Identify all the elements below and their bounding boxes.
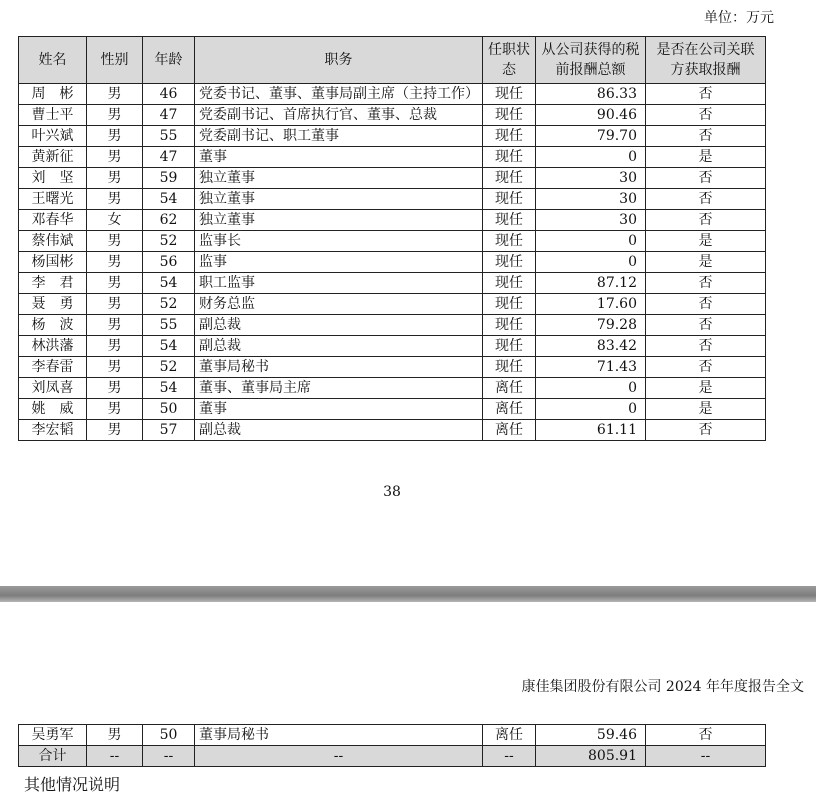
cell-status: 现任 bbox=[483, 147, 536, 168]
unit-label: 单位：万元 bbox=[704, 10, 774, 26]
cell-age: 54 bbox=[143, 336, 195, 357]
cell-position: 党委副书记、首席执行官、董事、总裁 bbox=[195, 105, 483, 126]
cell-status: 现任 bbox=[483, 84, 536, 105]
cell-name: 李春雷 bbox=[19, 357, 87, 378]
cell-position: 副总裁 bbox=[195, 336, 483, 357]
cell-pay: 0 bbox=[536, 399, 646, 420]
cell-status: 现任 bbox=[483, 336, 536, 357]
cell-related: 是 bbox=[646, 399, 766, 420]
cell-pay: 79.28 bbox=[536, 315, 646, 336]
col-header-pay: 从公司获得的税前报酬总额 bbox=[536, 37, 646, 84]
cell-gender: 男 bbox=[87, 105, 143, 126]
cell-status: 现任 bbox=[483, 273, 536, 294]
cell-position: -- bbox=[195, 746, 483, 767]
cell-position: 独立董事 bbox=[195, 168, 483, 189]
table-row bbox=[19, 84, 766, 105]
cell-status: -- bbox=[483, 746, 536, 767]
cell-related: 否 bbox=[646, 126, 766, 147]
cell-status: 现任 bbox=[483, 294, 536, 315]
cell-gender: 男 bbox=[87, 84, 143, 105]
cell-age: 52 bbox=[143, 357, 195, 378]
table-row bbox=[19, 273, 766, 294]
cell-name: 杨国彬 bbox=[19, 252, 87, 273]
cell-name: 聂 勇 bbox=[19, 294, 87, 315]
cell-related: 否 bbox=[646, 357, 766, 378]
col-header-gender: 性别 bbox=[87, 37, 143, 84]
report-header: 康佳集团股份有限公司 2024 年年度报告全文 bbox=[521, 679, 804, 695]
cell-gender: 男 bbox=[87, 147, 143, 168]
table-row bbox=[19, 147, 766, 168]
col-header-related: 是否在公司关联方获取报酬 bbox=[646, 37, 766, 84]
cell-related: 否 bbox=[646, 315, 766, 336]
cell-age: 57 bbox=[143, 420, 195, 441]
cell-name: 周 彬 bbox=[19, 84, 87, 105]
cell-position: 职工监事 bbox=[195, 273, 483, 294]
cell-age: 56 bbox=[143, 252, 195, 273]
cell-gender: -- bbox=[87, 746, 143, 767]
cell-name: 刘凤喜 bbox=[19, 378, 87, 399]
cell-related: 否 bbox=[646, 336, 766, 357]
cell-status: 离任 bbox=[483, 399, 536, 420]
cell-gender: 男 bbox=[87, 252, 143, 273]
cell-name: 曹士平 bbox=[19, 105, 87, 126]
cell-age: 59 bbox=[143, 168, 195, 189]
cell-position: 独立董事 bbox=[195, 189, 483, 210]
cell-name: 林洪藩 bbox=[19, 336, 87, 357]
cell-age: 52 bbox=[143, 231, 195, 252]
cell-name: 杨 波 bbox=[19, 315, 87, 336]
cell-age: 52 bbox=[143, 294, 195, 315]
table-row bbox=[19, 336, 766, 357]
cell-age: 54 bbox=[143, 273, 195, 294]
cell-position: 副总裁 bbox=[195, 315, 483, 336]
table-body-continued bbox=[19, 725, 766, 767]
cell-status: 现任 bbox=[483, 252, 536, 273]
cell-gender: 男 bbox=[87, 273, 143, 294]
table-row bbox=[19, 252, 766, 273]
cell-gender: 男 bbox=[87, 725, 143, 746]
table-row bbox=[19, 189, 766, 210]
page-break-divider bbox=[0, 586, 816, 602]
cell-related: 否 bbox=[646, 725, 766, 746]
cell-related: 否 bbox=[646, 273, 766, 294]
cell-pay: 59.46 bbox=[536, 725, 646, 746]
cell-related: 否 bbox=[646, 168, 766, 189]
cell-age: 62 bbox=[143, 210, 195, 231]
cell-name: 李 君 bbox=[19, 273, 87, 294]
cell-gender: 男 bbox=[87, 168, 143, 189]
col-header-name: 姓名 bbox=[19, 37, 87, 84]
cell-related: 是 bbox=[646, 231, 766, 252]
cell-position: 财务总监 bbox=[195, 294, 483, 315]
cell-pay: 0 bbox=[536, 147, 646, 168]
cell-position: 董事局秘书 bbox=[195, 725, 483, 746]
table-row bbox=[19, 294, 766, 315]
cell-position: 党委书记、董事、董事局副主席（主持工作） bbox=[195, 84, 483, 105]
cell-related: -- bbox=[646, 746, 766, 767]
cell-status: 现任 bbox=[483, 231, 536, 252]
cell-name: 邓春华 bbox=[19, 210, 87, 231]
cell-pay: 30 bbox=[536, 168, 646, 189]
cell-related: 否 bbox=[646, 189, 766, 210]
table-row bbox=[19, 168, 766, 189]
cell-pay: 805.91 bbox=[536, 746, 646, 767]
cell-gender: 女 bbox=[87, 210, 143, 231]
cell-name: 合计 bbox=[19, 746, 87, 767]
cell-position: 独立董事 bbox=[195, 210, 483, 231]
cell-pay: 79.70 bbox=[536, 126, 646, 147]
cell-gender: 男 bbox=[87, 420, 143, 441]
table-row bbox=[19, 420, 766, 441]
compensation-table-continued bbox=[18, 724, 766, 767]
cell-gender: 男 bbox=[87, 315, 143, 336]
cell-name: 黄新征 bbox=[19, 147, 87, 168]
cell-pay: 86.33 bbox=[536, 84, 646, 105]
table-row bbox=[19, 378, 766, 399]
cell-status: 现任 bbox=[483, 126, 536, 147]
cell-related: 否 bbox=[646, 84, 766, 105]
cell-related: 否 bbox=[646, 420, 766, 441]
table-header-row bbox=[19, 37, 766, 84]
cell-position: 董事 bbox=[195, 147, 483, 168]
cell-status: 离任 bbox=[483, 378, 536, 399]
cell-related: 是 bbox=[646, 147, 766, 168]
table-row bbox=[19, 399, 766, 420]
cell-status: 离任 bbox=[483, 420, 536, 441]
cell-pay: 30 bbox=[536, 210, 646, 231]
col-header-position: 职务 bbox=[195, 37, 483, 84]
cell-name: 吴勇军 bbox=[19, 725, 87, 746]
cell-related: 否 bbox=[646, 210, 766, 231]
cell-gender: 男 bbox=[87, 357, 143, 378]
cell-position: 监事长 bbox=[195, 231, 483, 252]
cell-pay: 17.60 bbox=[536, 294, 646, 315]
cell-pay: 30 bbox=[536, 189, 646, 210]
cell-status: 现任 bbox=[483, 189, 536, 210]
table-row bbox=[19, 315, 766, 336]
section-heading: 其他情况说明 bbox=[24, 775, 121, 794]
cell-related: 否 bbox=[646, 105, 766, 126]
total-row bbox=[19, 746, 766, 767]
compensation-table bbox=[18, 36, 766, 441]
cell-pay: 71.43 bbox=[536, 357, 646, 378]
cell-age: -- bbox=[143, 746, 195, 767]
cell-position: 监事 bbox=[195, 252, 483, 273]
cell-name: 姚 威 bbox=[19, 399, 87, 420]
cell-age: 55 bbox=[143, 315, 195, 336]
cell-name: 刘 坚 bbox=[19, 168, 87, 189]
cell-status: 现任 bbox=[483, 105, 536, 126]
cell-pay: 0 bbox=[536, 252, 646, 273]
cell-age: 50 bbox=[143, 725, 195, 746]
cell-pay: 83.42 bbox=[536, 336, 646, 357]
cell-age: 50 bbox=[143, 399, 195, 420]
cell-age: 54 bbox=[143, 378, 195, 399]
cell-age: 46 bbox=[143, 84, 195, 105]
cell-gender: 男 bbox=[87, 189, 143, 210]
cell-related: 是 bbox=[646, 378, 766, 399]
cell-gender: 男 bbox=[87, 399, 143, 420]
cell-pay: 90.46 bbox=[536, 105, 646, 126]
table-row bbox=[19, 231, 766, 252]
cell-name: 蔡伟斌 bbox=[19, 231, 87, 252]
page-number: 38 bbox=[383, 484, 401, 500]
cell-name: 叶兴斌 bbox=[19, 126, 87, 147]
cell-gender: 男 bbox=[87, 336, 143, 357]
cell-related: 是 bbox=[646, 252, 766, 273]
cell-gender: 男 bbox=[87, 294, 143, 315]
cell-status: 现任 bbox=[483, 357, 536, 378]
cell-age: 47 bbox=[143, 105, 195, 126]
cell-position: 董事局秘书 bbox=[195, 357, 483, 378]
cell-related: 否 bbox=[646, 294, 766, 315]
cell-age: 47 bbox=[143, 147, 195, 168]
cell-name: 李宏韬 bbox=[19, 420, 87, 441]
cell-status: 现任 bbox=[483, 315, 536, 336]
cell-position: 党委副书记、职工董事 bbox=[195, 126, 483, 147]
cell-age: 55 bbox=[143, 126, 195, 147]
table-row bbox=[19, 210, 766, 231]
cell-gender: 男 bbox=[87, 378, 143, 399]
cell-pay: 87.12 bbox=[536, 273, 646, 294]
col-header-status: 任职状态 bbox=[483, 37, 536, 84]
table-row bbox=[19, 126, 766, 147]
cell-name: 王曙光 bbox=[19, 189, 87, 210]
cell-gender: 男 bbox=[87, 231, 143, 252]
cell-status: 离任 bbox=[483, 725, 536, 746]
cell-pay: 61.11 bbox=[536, 420, 646, 441]
cell-position: 董事、董事局主席 bbox=[195, 378, 483, 399]
cell-position: 董事 bbox=[195, 399, 483, 420]
col-header-age: 年龄 bbox=[143, 37, 195, 84]
table-row bbox=[19, 105, 766, 126]
table-row bbox=[19, 725, 766, 746]
cell-age: 54 bbox=[143, 189, 195, 210]
table-body bbox=[19, 84, 766, 441]
cell-status: 现任 bbox=[483, 210, 536, 231]
cell-pay: 0 bbox=[536, 231, 646, 252]
cell-status: 现任 bbox=[483, 168, 536, 189]
cell-position: 副总裁 bbox=[195, 420, 483, 441]
table-row bbox=[19, 357, 766, 378]
cell-gender: 男 bbox=[87, 126, 143, 147]
cell-pay: 0 bbox=[536, 378, 646, 399]
